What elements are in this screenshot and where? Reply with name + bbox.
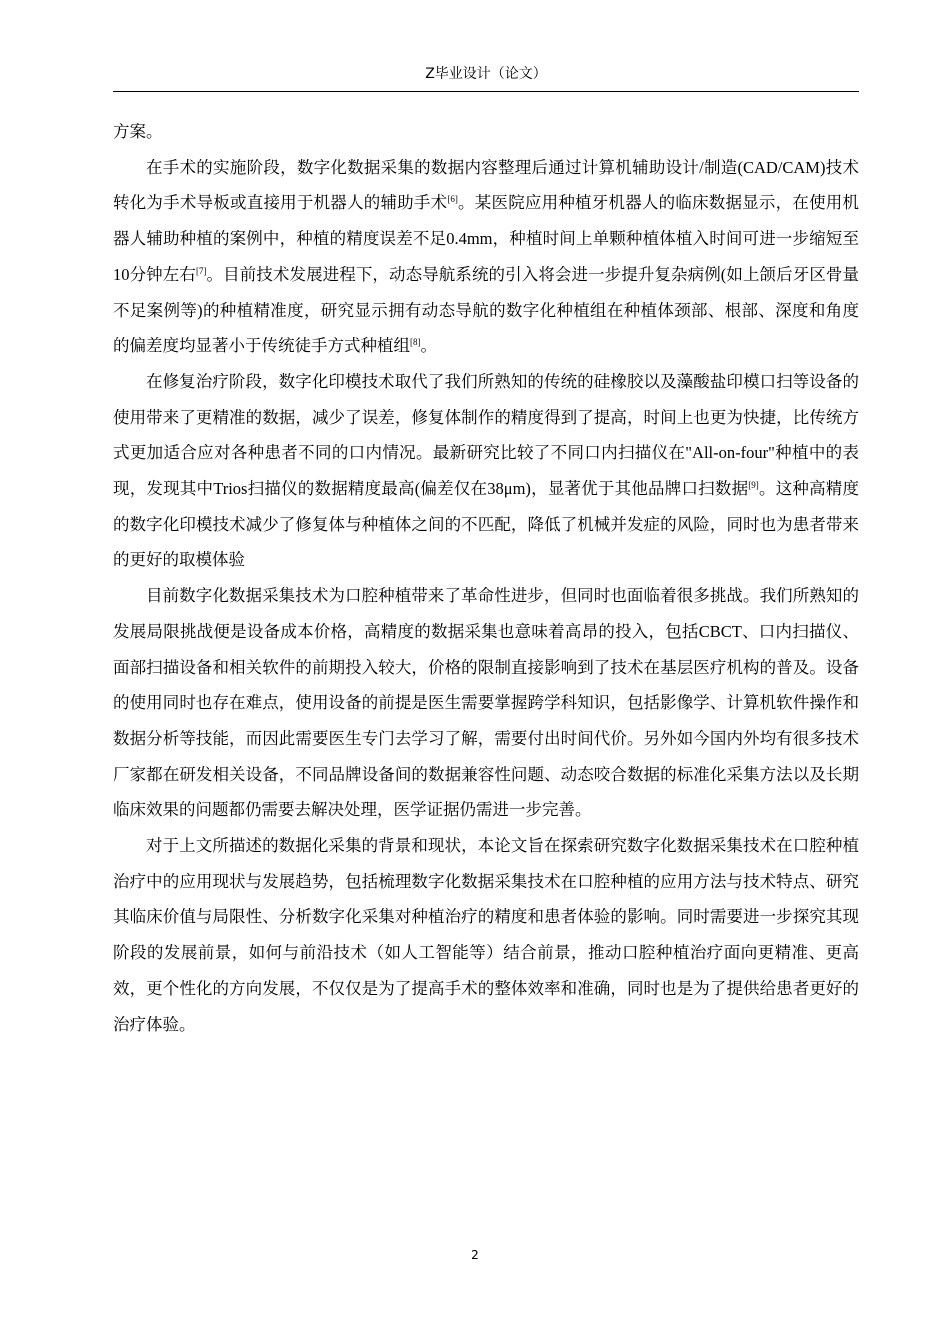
- header-title: Z毕业设计（论文）: [425, 66, 547, 82]
- citation-6: [6]: [447, 194, 458, 205]
- page-header: [113, 58, 859, 92]
- paragraph-restoration-stage: 在修复治疗阶段，数字化印模技术取代了我们所熟知的传统的硅橡胶以及藻酸盐印模口扫等设备的使用带来了更精准的数据，减少了误差，修复体制作的精度得到了提高，时间上也更为快捷，比传统方式更加适合应对各种患者不同的口内情况。最新研究比较了不同口内扫描仪在"All-on-four"种植中的表现，发现其中Trios扫描仪的数据精度最高(偏差仅在38μm)，显著优于其他品牌口扫数据[9]。这种高精度的数字化印模技术减少了修复体与种植体之间的不匹配，降低了机械并发症的风险，同时也为患者带来的更好的取模体验: [113, 371, 860, 570]
- citation-7: [7]: [195, 265, 207, 276]
- paragraph-continuation: 方案。: [113, 122, 163, 141]
- citation-9: [9]: [748, 480, 759, 491]
- citation-8: [8]: [410, 337, 421, 348]
- paragraph-thesis-aim: 对于上文所描述的数据化采集的背景和现状，本论文旨在探索研究数字化数据采集技术在口腔种植治疗中的应用现状与发展趋势，包括梳理数字化数据采集技术在口腔种植的应用方法与技术特点、研究其临床价值与局限性、分析数字化采集对种植治疗的精度和患者体验的影响。同时需要进一步探究其现阶段的发展前景，如何与前沿技术（如人工智能等）结合前景，推动口腔种植治疗面向更精准、更高效，更个性化的方向发展，不仅仅是为了提高手术的整体效率和准确，同时也是为了提供给患者更好的治疗体验。: [113, 836, 859, 1034]
- paragraph-challenges: 目前数字化数据采集技术为口腔种植带来了革命性进步，但同时也面临着很多挑战。我们所熟知的发展局限挑战便是设备成本价格，高精度的数据采集也意味着高昂的投入，包括CBCT、口内扫描仪、面部扫描设备和相关软件的前期投入较大，价格的限制直接影响到了技术在基层医疗机构的普及。设备的使用同时也存在难点，使用设备的前提是医生需要掌握跨学科知识，包括影像学、计算机软件操作和数据分析等技能，而因此需要医生专门去学习了解，需要付出时间代价。另外如今国内外均有很多技术厂家都在研发相关设备，不同品牌设备间的数据兼容性问题、动态咬合数据的标准化采集方法以及长期临床效果的问题都仍需要去解决处理，医学证据仍需进一步完善。: [113, 586, 859, 820]
- body-text: [113, 114, 859, 1042]
- page-number: 2: [471, 1248, 479, 1262]
- paragraph-surgery-stage: 在手术的实施阶段，数字化数据采集的数据内容整理后通过计算机辅助设计/制造(CAD/CAM)技术转化为手术导板或直接用于机器人的辅助手术[6]。某医院应用种植牙机器人的临床数据显示，在使用机器人辅助种植的案例中，种植的精度误差不足0.4mm，种植时间上单颗种植体植入时间可进一步缩短至10分钟左右[7]。目前技术发展进程下，动态导航系统的引入将会进一步提升复杂病例(如上颌后牙区骨量不足案例等)的种植精准度，研究显示拥有动态导航的数字化种植组在种植体颈部、根部、深度和角度的偏差度均显著小于传统徒手方式种植组[8]。: [113, 157, 860, 356]
